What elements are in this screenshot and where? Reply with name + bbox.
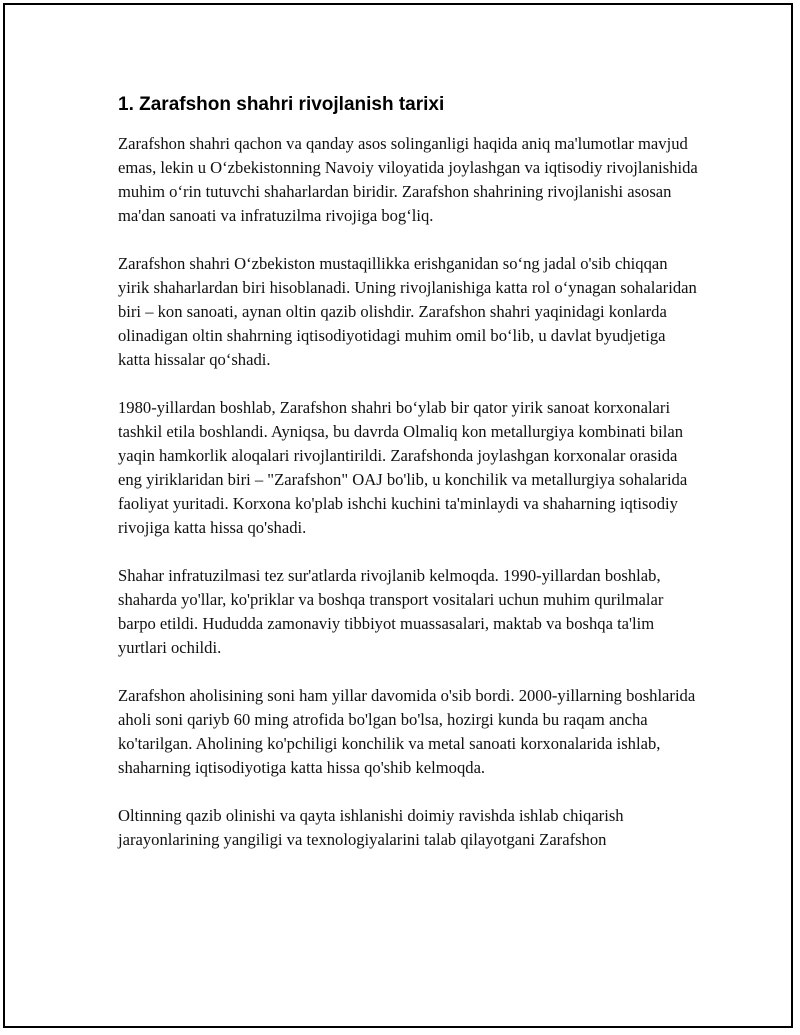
paragraph-2: Zarafshon shahri O‘zbekiston mustaqillikka erishganidan so‘ng jadal o'sib chiqqan yirik shaharlardan biri hisoblanadi. Uning rivojlanishiga katta rol o‘ynagan sohalaridan biri – kon sanoati, aynan oltin qazib olishdir. Zarafshon shahri yaqinidagi konlarda olinadigan oltin shahrning iqtisodiyotidagi muhim omil bo‘lib, u davlat byudjetiga katta hissalar qo‘shadi. — [118, 254, 697, 369]
paragraph-6: Oltinning qazib olinishi va qayta ishlanishi doimiy ravishda ishlab chiqarish jarayonlarining yangiligi va texnologiyalarini talab qilayotgani Zarafshon — [118, 806, 624, 849]
paragraph-1: Zarafshon shahri qachon va qanday asos solinganligi haqida aniq ma'lumotlar mavjud emas, lekin u O‘zbekistonning Navoiy viloyatida joylashgan va iqtisodiy rivojlanishida muhim o‘rin tutuvchi shaharlardan biridir. Zarafshon shahrining rivojlanishi asosan ma'dan sanoati va infratuzilma rivojiga bog‘liq. — [118, 134, 698, 225]
paragraph-5: Zarafshon aholisining soni ham yillar davomida o'sib bordi. 2000-yillarning boshlarida aholi soni qariyb 60 ming atrofida bo'lgan bo'lsa, hozirgi kunda bu raqam ancha ko'tarilgan. Aholining ko'pchiligi konchilik va metal sanoati korxonalarida ishlab, shaharning iqtisodiyotiga katta hissa qo'shib kelmoqda. — [118, 686, 696, 777]
paragraph-4: Shahar infratuzilmasi tez sur'atlarda rivojlanib kelmoqda. 1990-yillardan boshlab, shaharda yo'llar, ko'priklar va boshqa transport vositalari uchun muhim qurilmalar barpo etildi. Hududda zamonaviy tibbiyot muassasalari, maktab va boshqa ta'lim yurtlari ochildi. — [118, 566, 664, 657]
section-heading: 1. Zarafshon shahri rivojlanish tarixi — [118, 94, 445, 115]
paragraph-3: 1980-yillardan boshlab, Zarafshon shahri bo‘ylab bir qator yirik sanoat korxonalari tashkil etila boshlandi. Ayniqsa, bu davrda Olmaliq kon metallurgiya kombinati bilan yaqin hamkorlik aloqalari rivojlantirildi. Zarafshonda joylashgan korxonalar orasida eng yiriklaridan biri – "Zarafshon" OAJ bo'lib, u konchilik va metallurgiya sohalarida faoliyat yuritadi. Korxona ko'plab ishchi kuchini ta'minlaydi va shaharning iqtisodiy rivojiga katta hissa qo'shadi. — [118, 398, 688, 537]
document-body — [118, 92, 698, 876]
